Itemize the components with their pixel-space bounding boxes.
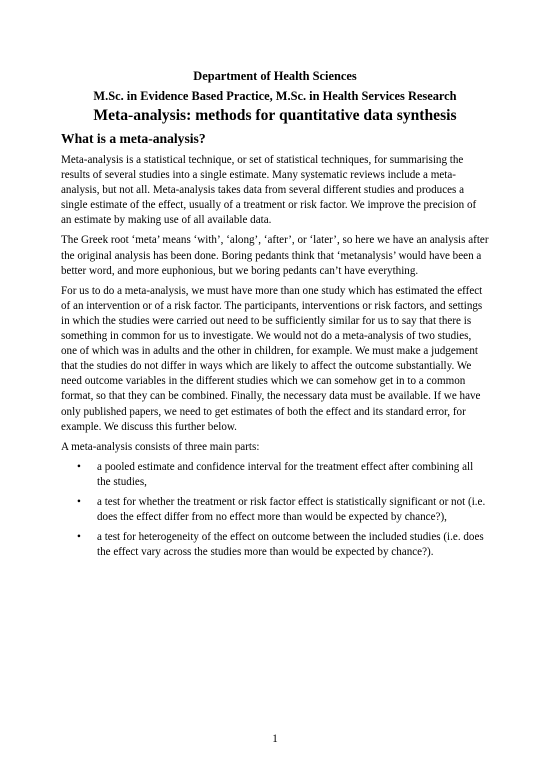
bullet-icon: • — [77, 531, 81, 544]
paragraph-etymology: The Greek root ‘meta’ means ‘with’, ‘along’, ‘after’, or ‘later’, so here we have an analysis after the original analysis has been done. Boring pedants think that ‘metanalysis’ would have been a better word, and more euphonious, but we boring pedants can’t have everything. — [61, 234, 489, 277]
page-number: 1 — [272, 733, 278, 745]
list-item — [61, 460, 489, 490]
paragraph-definition: Meta-analysis is a statistical technique, or set of statistical techniques, for summarising the results of several studies into a single estimate. Many systematic reviews include a meta-analysis, but not all. Meta-analysis takes data from several different studies and produces a single estimate of the effect, usually of a treatment or risk factor. We improve the precision of an estimate by making use of all available data. — [61, 154, 477, 227]
bullet-icon: • — [77, 495, 81, 508]
list-item — [61, 530, 489, 560]
paragraph-main-parts-intro: A meta-analysis consists of three main parts: — [61, 440, 260, 453]
section-body — [61, 153, 489, 565]
main-parts-list — [61, 460, 489, 561]
list-item-text: a pooled estimate and confidence interval for the treatment effect after combining all the studies, — [97, 460, 474, 488]
list-item-text: a test for whether the treatment or risk factor effect is statistically significant or not (i.e. does the effect differ from no effect more than would be expected by chance?), — [97, 495, 486, 524]
section-heading: What is a meta-analysis? — [61, 131, 206, 146]
list-item — [61, 495, 489, 525]
paragraph-requirements: For us to do a meta-analysis, we must have more than one study which has estimated the effect of an intervention or of a risk factor. The participants, interventions or risk factors, and settings in which the studies were carried out need to be sufficiently similar for us to say that there is something in common for us to investigate. We would not do a meta-analysis of two studies, one of which was in adults and the other in children, for example. We must make a judgement that the studies do not differ in ways which are likely to affect the outcome substantially. We need outcome variables in the different studies which we can somehow get in to a common format, so that they can be combined. Finally, the necessary data must be available. If we have only published papers, we need to get estimates of both the effect and its standard error, for example. We discuss this further below. — [61, 284, 483, 433]
degree-programmes-heading: M.Sc. in Evidence Based Practice, M.Sc. in Health Services Research — [93, 89, 457, 103]
list-item-text: a test for heterogeneity of the effect on outcome between the included studies (i.e. does the effect vary across the studies more than would be expected by chance?). — [97, 531, 484, 559]
department-heading: Department of Health Sciences — [193, 69, 357, 83]
bullet-icon: • — [77, 460, 81, 473]
document-title: Meta-analysis: methods for quantitative data synthesis — [93, 107, 457, 124]
